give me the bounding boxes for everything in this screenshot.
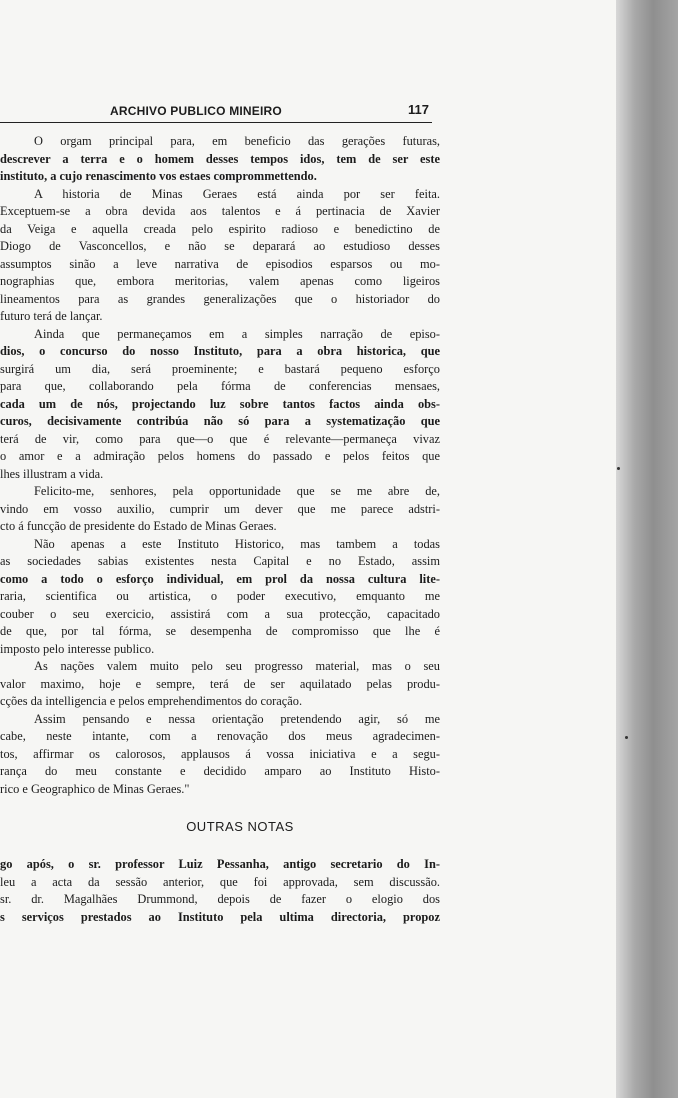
text-line: As nações valem muito pelo seu progresso material, mas o seu — [34, 659, 440, 673]
text-line: cto á funcção de presidente do Estado de Minas Geraes. — [0, 519, 277, 533]
text-line: cabe, neste intante, com a renovação dos meus agradecimen- — [0, 729, 440, 743]
text-line: lhes illustram a vida. — [0, 466, 104, 481]
text-line: couber o seu exercicio, assistirá com a sua protecção, capacitado — [0, 606, 440, 621]
body-text — [0, 133, 440, 926]
paragraph — [0, 186, 440, 326]
page-header — [0, 102, 432, 123]
text-line: para que, collaborando pela fórma de conferencias mensaes, — [0, 379, 440, 393]
text-line: Assim pensando e nessa orientação pretendendo agir, só me — [34, 711, 440, 726]
text-line: o amor e a admiração pelos homens do passado e pelos feitos que — [0, 449, 440, 463]
text-line: nographias que, embora meritorias, valem apenas como ligeiros — [0, 274, 440, 288]
scan-speck — [617, 467, 620, 470]
text-line: surgirá um dia, será proeminente; e bastará pequeno esforço — [0, 361, 440, 376]
text-line: lineamentos para as grandes generalizações que o historiador do — [0, 291, 440, 306]
page-gutter-shadow — [616, 0, 678, 1098]
text-line: Exceptuem-se a obra devida aos talentos e á pertinacia de Xavier — [0, 204, 440, 218]
scan-speck — [625, 736, 628, 739]
text-line: cada um de nós, projectando luz sobre tantos factos ainda obs- — [0, 396, 440, 411]
text-line: terá de vir, como para que—o que é relevante—permaneça vivaz — [0, 431, 440, 446]
text-line: valor maximo, hoje e sempre, terá de ser aquilatado pelas produ- — [0, 676, 440, 691]
text-line: sr. dr. Magalhães Drummond, depois de fazer o elogio dos — [0, 892, 440, 906]
paragraph — [0, 711, 440, 799]
paragraph — [0, 133, 440, 186]
paragraph — [0, 658, 440, 711]
text-line: da Veiga e aquella creada pelo espirito radioso e benedictino de — [0, 221, 440, 236]
text-line: leu a acta da sessão anterior, que foi approvada, sem discussão. — [0, 874, 440, 889]
text-line: assumptos sinão a leve narrativa de episodios esparsos ou mo- — [0, 256, 440, 271]
text-line: como a todo o esforço individual, em prol da nossa cultura lite- — [0, 571, 440, 586]
paragraph — [0, 536, 440, 659]
section-paragraph — [0, 856, 440, 926]
text-line: de que, por tal fórma, se desempenha de compromisso que lhe é — [0, 624, 440, 638]
text-line: curos, decisivamente contribúa não só para a systematização que — [0, 414, 440, 428]
text-line: go após, o sr. professor Luiz Pessanha, antigo secretario do In- — [0, 857, 440, 871]
text-line: imposto pelo interesse publico. — [0, 641, 155, 656]
text-line: rico e Geographico de Minas Geraes." — [0, 781, 190, 796]
text-line: raria, scientifica ou artistica, o poder executivo, emquanto me — [0, 589, 440, 603]
text-line: dios, o concurso do nosso Instituto, para a obra historica, que — [0, 344, 440, 358]
text-line: futuro terá de lançar. — [0, 309, 103, 323]
text-line: O orgam principal para, em beneficio das gerações futuras, — [34, 134, 440, 148]
text-line: A historia de Minas Geraes está ainda por ser feita. — [34, 186, 440, 201]
page-number: 117 — [408, 102, 429, 117]
text-line: Ainda que permaneçamos em a simples narração de episo- — [34, 326, 440, 341]
text-line: instituto, a cujo renascimento vos estaes comprommettendo. — [0, 169, 317, 183]
text-line: rança do meu constante e decidido amparo ao Instituto Histo- — [0, 764, 440, 778]
paragraph — [0, 483, 440, 536]
paragraph — [0, 326, 440, 484]
text-line: descrever a terra e o homem desses tempos idos, tem de ser este — [0, 151, 440, 166]
running-head: ARCHIVO PUBLICO MINEIRO — [110, 104, 282, 118]
text-line: tos, affirmar os calorosos, applausos á vossa iniciativa e a segu- — [0, 746, 440, 761]
text-line: Diogo de Vasconcellos, e não se deparará ao estudioso desses — [0, 239, 440, 253]
text-line: as sociedades sabias existentes nesta Capital e no Estado, assim — [0, 554, 440, 568]
section-title: OUTRAS NOTAS — [186, 819, 294, 834]
text-line: s serviços prestados ao Instituto pela ultima directoria, propoz — [0, 909, 440, 924]
text-line: vindo em vosso auxilio, cumprir um dever que me parece adstri- — [0, 501, 440, 516]
text-line: Não apenas a este Instituto Historico, mas tambem a todas — [34, 536, 440, 551]
text-line: Felicito-me, senhores, pela opportunidade que se me abre de, — [34, 484, 440, 498]
text-line: cções da intelligencia e pelos emprehendimentos do coração. — [0, 694, 303, 708]
